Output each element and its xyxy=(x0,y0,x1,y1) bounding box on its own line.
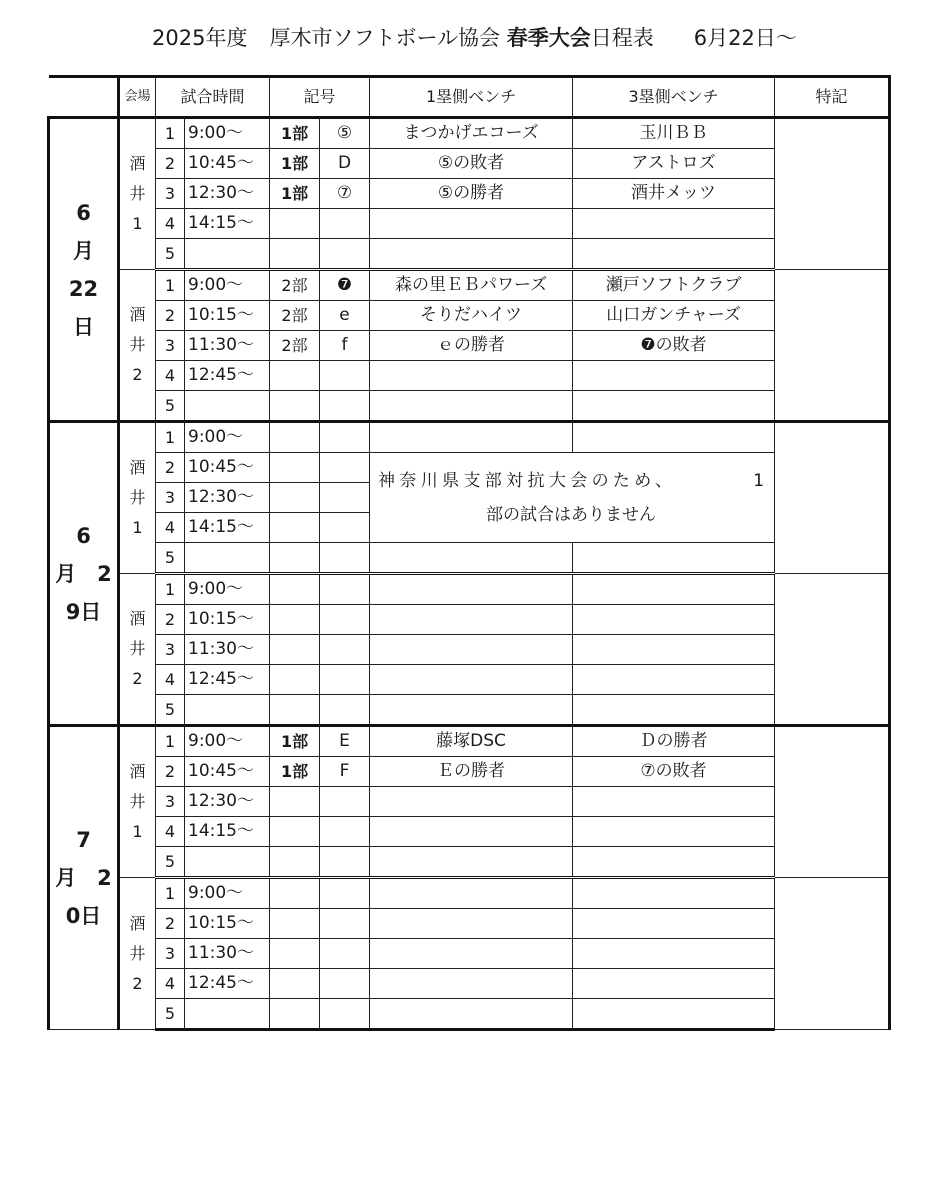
date-line: 6 xyxy=(76,200,91,225)
game-time xyxy=(185,999,270,1030)
bench3-team: ⑦の敗者 xyxy=(573,757,775,787)
bench3-team xyxy=(573,574,775,605)
table-row xyxy=(49,787,890,817)
table-row xyxy=(49,391,890,422)
division-cell xyxy=(270,817,320,847)
game-number: 2 xyxy=(156,757,185,787)
venue-line: 1 xyxy=(132,518,143,537)
bench1-team xyxy=(370,635,573,665)
note-cell xyxy=(775,574,890,726)
code-cell xyxy=(320,209,370,239)
game-time xyxy=(185,543,270,574)
venue-cell xyxy=(119,574,156,726)
code-cell xyxy=(320,847,370,878)
code-cell xyxy=(320,969,370,999)
schedule-table xyxy=(47,75,891,1031)
bench1-team xyxy=(370,999,573,1030)
table-row xyxy=(49,301,890,331)
bench1-team xyxy=(370,361,573,391)
venue-line: 酒 xyxy=(129,609,146,628)
game-time xyxy=(185,695,270,726)
bench3-team xyxy=(573,878,775,909)
code-cell xyxy=(320,543,370,574)
code-cell xyxy=(320,574,370,605)
game-time: 11:30～ xyxy=(185,331,270,361)
table-row xyxy=(49,969,890,999)
venue-line: 井 xyxy=(129,792,146,811)
table-row xyxy=(49,453,890,483)
venue-line: 2 xyxy=(132,973,143,993)
division-cell: 1部 xyxy=(270,149,320,179)
game-number: 3 xyxy=(156,483,185,513)
venue-line: 井 xyxy=(129,335,146,354)
game-time: 12:45～ xyxy=(185,969,270,999)
game-number: 1 xyxy=(156,878,185,909)
division-cell xyxy=(270,969,320,999)
column-header-venue: 会場 xyxy=(119,77,156,118)
note-cell xyxy=(775,118,890,270)
code-cell xyxy=(320,695,370,726)
venue-line: 井 xyxy=(129,184,146,203)
game-time: 11:30～ xyxy=(185,635,270,665)
code-cell xyxy=(320,483,370,513)
game-number: 4 xyxy=(156,969,185,999)
bench1-team xyxy=(370,695,573,726)
game-time: 10:45～ xyxy=(185,757,270,787)
division-cell xyxy=(270,878,320,909)
note-cell xyxy=(775,878,890,1030)
division-cell xyxy=(270,939,320,969)
bench1-team: 藤塚DSC xyxy=(370,726,573,757)
date-cell xyxy=(49,726,119,1030)
bench1-team xyxy=(370,391,573,422)
game-time: 9:00～ xyxy=(185,422,270,453)
game-time xyxy=(185,391,270,422)
game-number: 3 xyxy=(156,787,185,817)
venue-line: 酒 xyxy=(129,762,146,781)
game-number: 4 xyxy=(156,513,185,543)
bench1-team xyxy=(370,939,573,969)
table-row xyxy=(49,665,890,695)
game-time: 9:00～ xyxy=(185,878,270,909)
bench1-team: そりだハイツ xyxy=(370,301,573,331)
table-row xyxy=(49,209,890,239)
table-row xyxy=(49,239,890,270)
table-row xyxy=(49,817,890,847)
code-cell: D xyxy=(320,149,370,179)
division-cell xyxy=(270,391,320,422)
venue-line: 井 xyxy=(129,488,146,507)
code-cell xyxy=(320,513,370,543)
notice-line-2: 部の試合はありません xyxy=(486,504,657,525)
date-cell xyxy=(49,422,119,726)
bench3-team: Ｄの勝者 xyxy=(573,726,775,757)
division-cell: 2部 xyxy=(270,331,320,361)
game-time: 9:00～ xyxy=(185,726,270,757)
code-cell: f xyxy=(320,331,370,361)
date-line: 月 2 xyxy=(55,561,112,586)
venue-line: 酒 xyxy=(129,305,146,324)
header-row xyxy=(49,77,890,118)
code-cell: ⑦ xyxy=(320,179,370,209)
bench3-team xyxy=(573,239,775,270)
division-cell xyxy=(270,513,320,543)
bench1-team xyxy=(370,787,573,817)
title-date: 6月22日～ xyxy=(693,26,797,50)
division-cell xyxy=(270,239,320,270)
division-cell: 1部 xyxy=(270,118,320,149)
division-cell: 2部 xyxy=(270,270,320,301)
game-number: 4 xyxy=(156,209,185,239)
note-cell xyxy=(775,726,890,878)
bench1-team: まつかげエコーズ xyxy=(370,118,573,149)
bench3-team xyxy=(573,361,775,391)
game-time: 12:30～ xyxy=(185,787,270,817)
bench3-team xyxy=(573,999,775,1030)
game-number: 5 xyxy=(156,543,185,574)
game-number: 5 xyxy=(156,391,185,422)
table-row xyxy=(49,270,890,301)
bench1-team xyxy=(370,665,573,695)
division-cell xyxy=(270,483,320,513)
game-time: 12:45～ xyxy=(185,361,270,391)
game-number: 1 xyxy=(156,726,185,757)
table-row xyxy=(49,878,890,909)
venue-line: 2 xyxy=(132,669,143,688)
code-cell xyxy=(320,239,370,270)
division-cell xyxy=(270,665,320,695)
corner-cell xyxy=(49,77,119,118)
bench1-team xyxy=(370,209,573,239)
code-cell xyxy=(320,787,370,817)
bench3-team xyxy=(573,605,775,635)
game-number: 3 xyxy=(156,179,185,209)
bench1-team xyxy=(370,847,573,878)
bench1-team xyxy=(370,878,573,909)
code-cell xyxy=(320,391,370,422)
bench3-team xyxy=(573,209,775,239)
date-line: 22 xyxy=(68,276,99,301)
bench1-team xyxy=(370,909,573,939)
table-row xyxy=(49,361,890,391)
code-cell xyxy=(320,665,370,695)
game-time: 9:00～ xyxy=(185,270,270,301)
code-cell: E xyxy=(320,726,370,757)
game-number: 4 xyxy=(156,817,185,847)
game-time xyxy=(185,239,270,270)
title-year: 2025年度 xyxy=(152,26,248,50)
date-line: 9日 xyxy=(65,599,102,624)
game-number: 4 xyxy=(156,361,185,391)
game-time: 10:15～ xyxy=(185,301,270,331)
division-cell: 1部 xyxy=(270,757,320,787)
bench1-team: Ｅの勝者 xyxy=(370,757,573,787)
code-cell xyxy=(320,817,370,847)
venue-line: 酒 xyxy=(129,913,146,933)
game-number: 1 xyxy=(156,270,185,301)
bench3-team xyxy=(573,665,775,695)
game-time: 9:00～ xyxy=(185,118,270,149)
venue-line: 井 xyxy=(129,639,146,658)
table-row xyxy=(49,331,890,361)
game-time xyxy=(185,847,270,878)
venue-line: 井 xyxy=(129,943,146,963)
division-cell xyxy=(270,695,320,726)
note-cell xyxy=(775,270,890,422)
division-cell xyxy=(270,574,320,605)
table-row xyxy=(49,909,890,939)
bench3-team xyxy=(573,391,775,422)
game-number: 2 xyxy=(156,149,185,179)
game-number: 5 xyxy=(156,695,185,726)
code-cell xyxy=(320,422,370,453)
notice-message xyxy=(370,453,775,543)
table-row xyxy=(49,149,890,179)
table-row xyxy=(49,574,890,605)
code-cell xyxy=(320,999,370,1030)
game-number: 2 xyxy=(156,453,185,483)
venue-cell xyxy=(119,422,156,574)
game-number: 3 xyxy=(156,939,185,969)
game-time: 10:45～ xyxy=(185,149,270,179)
date-line: 月 2 xyxy=(55,866,112,890)
game-time: 11:30～ xyxy=(185,939,270,969)
code-cell: ⑤ xyxy=(320,118,370,149)
date-line: 6 xyxy=(76,523,91,548)
code-cell xyxy=(320,878,370,909)
game-number: 1 xyxy=(156,422,185,453)
game-time: 14:15～ xyxy=(185,817,270,847)
game-number: 2 xyxy=(156,301,185,331)
venue-cell xyxy=(119,878,156,1030)
division-cell xyxy=(270,361,320,391)
table-row xyxy=(49,757,890,787)
code-cell xyxy=(320,453,370,483)
division-cell xyxy=(270,422,320,453)
venue-line: 酒 xyxy=(129,154,146,173)
column-header-bench1: 1塁側ベンチ xyxy=(370,77,573,118)
bench1-team xyxy=(370,817,573,847)
date-line: 7 xyxy=(76,828,91,852)
code-cell xyxy=(320,939,370,969)
code-cell xyxy=(320,635,370,665)
venue-cell xyxy=(119,726,156,878)
table-row xyxy=(49,939,890,969)
bench3-team xyxy=(573,817,775,847)
bench3-team: アストロズ xyxy=(573,149,775,179)
division-cell xyxy=(270,635,320,665)
table-row xyxy=(49,726,890,757)
table-row xyxy=(49,635,890,665)
table-row xyxy=(49,422,890,453)
game-time: 14:15～ xyxy=(185,513,270,543)
note-cell xyxy=(775,422,890,574)
bench1-team: ｅの勝者 xyxy=(370,331,573,361)
bench3-team xyxy=(573,787,775,817)
column-header-note: 特記 xyxy=(775,77,890,118)
division-cell xyxy=(270,909,320,939)
bench1-team xyxy=(370,605,573,635)
table-row xyxy=(49,605,890,635)
bench3-team xyxy=(573,909,775,939)
game-time: 12:30～ xyxy=(185,179,270,209)
bench3-team xyxy=(573,939,775,969)
code-cell xyxy=(320,361,370,391)
game-time: 9:00～ xyxy=(185,574,270,605)
game-number: 2 xyxy=(156,909,185,939)
bench3-team xyxy=(573,969,775,999)
game-time: 12:45～ xyxy=(185,665,270,695)
code-cell: F xyxy=(320,757,370,787)
column-header-time: 試合時間 xyxy=(156,77,270,118)
bench1-team xyxy=(370,574,573,605)
title-org: 厚木市ソフトボール協会 xyxy=(269,26,501,50)
bench1-team: ⑤の勝者 xyxy=(370,179,573,209)
division-cell: 1部 xyxy=(270,179,320,209)
bench1-team xyxy=(370,239,573,270)
game-number: 3 xyxy=(156,331,185,361)
bench3-team xyxy=(573,422,775,453)
column-header-bench3: 3塁側ベンチ xyxy=(573,77,775,118)
game-time: 10:15～ xyxy=(185,605,270,635)
game-time: 14:15～ xyxy=(185,209,270,239)
venue-line: 1 xyxy=(132,822,143,841)
venue-line: 2 xyxy=(132,365,143,384)
game-number: 5 xyxy=(156,999,185,1030)
table-row xyxy=(49,543,890,574)
game-time: 10:45～ xyxy=(185,453,270,483)
page-title xyxy=(152,22,892,54)
table-row xyxy=(49,179,890,209)
bench3-team: 瀬戸ソフトクラブ xyxy=(573,270,775,301)
division-cell: 1部 xyxy=(270,726,320,757)
game-number: 3 xyxy=(156,635,185,665)
game-number: 1 xyxy=(156,574,185,605)
bench3-team xyxy=(573,695,775,726)
game-number: 5 xyxy=(156,847,185,878)
bench1-team: ⑤の敗者 xyxy=(370,149,573,179)
division-cell xyxy=(270,787,320,817)
venue-cell xyxy=(119,118,156,270)
bench3-team xyxy=(573,847,775,878)
bench1-team: 森の里ＥＢパワーズ xyxy=(370,270,573,301)
title-suffix: 日程表 xyxy=(590,26,654,50)
venue-line: 酒 xyxy=(129,458,146,477)
division-cell xyxy=(270,209,320,239)
notice-line-1: 神奈川県支部対抗大会のため、 1 xyxy=(378,470,765,491)
date-line: 月 xyxy=(73,238,94,263)
bench1-team xyxy=(370,543,573,574)
bench3-team: 玉川ＢＢ xyxy=(573,118,775,149)
division-cell xyxy=(270,543,320,574)
code-cell xyxy=(320,909,370,939)
column-header-code: 記号 xyxy=(270,77,370,118)
code-cell xyxy=(320,605,370,635)
table-row xyxy=(49,118,890,149)
bench3-team xyxy=(573,635,775,665)
bench3-team: ❼の敗者 xyxy=(573,331,775,361)
code-cell: e xyxy=(320,301,370,331)
bench3-team: 酒井メッツ xyxy=(573,179,775,209)
division-cell xyxy=(270,605,320,635)
date-cell xyxy=(49,118,119,422)
game-time: 10:15～ xyxy=(185,909,270,939)
table-row xyxy=(49,847,890,878)
bench1-team xyxy=(370,969,573,999)
bench3-team xyxy=(573,543,775,574)
division-cell xyxy=(270,847,320,878)
game-number: 4 xyxy=(156,665,185,695)
code-cell: ❼ xyxy=(320,270,370,301)
venue-cell xyxy=(119,270,156,422)
bench1-team xyxy=(370,422,573,453)
venue-line: 1 xyxy=(132,214,143,233)
division-cell xyxy=(270,999,320,1030)
division-cell: 2部 xyxy=(270,301,320,331)
date-line: 日 xyxy=(73,314,94,339)
game-number: 2 xyxy=(156,605,185,635)
table-row xyxy=(49,999,890,1030)
date-line: 0日 xyxy=(65,904,102,928)
game-number: 1 xyxy=(156,118,185,149)
division-cell xyxy=(270,453,320,483)
game-number: 5 xyxy=(156,239,185,270)
game-time: 12:30～ xyxy=(185,483,270,513)
bench3-team: 山口ガンチャーズ xyxy=(573,301,775,331)
title-event: 春季大会 xyxy=(506,26,591,50)
table-row xyxy=(49,695,890,726)
